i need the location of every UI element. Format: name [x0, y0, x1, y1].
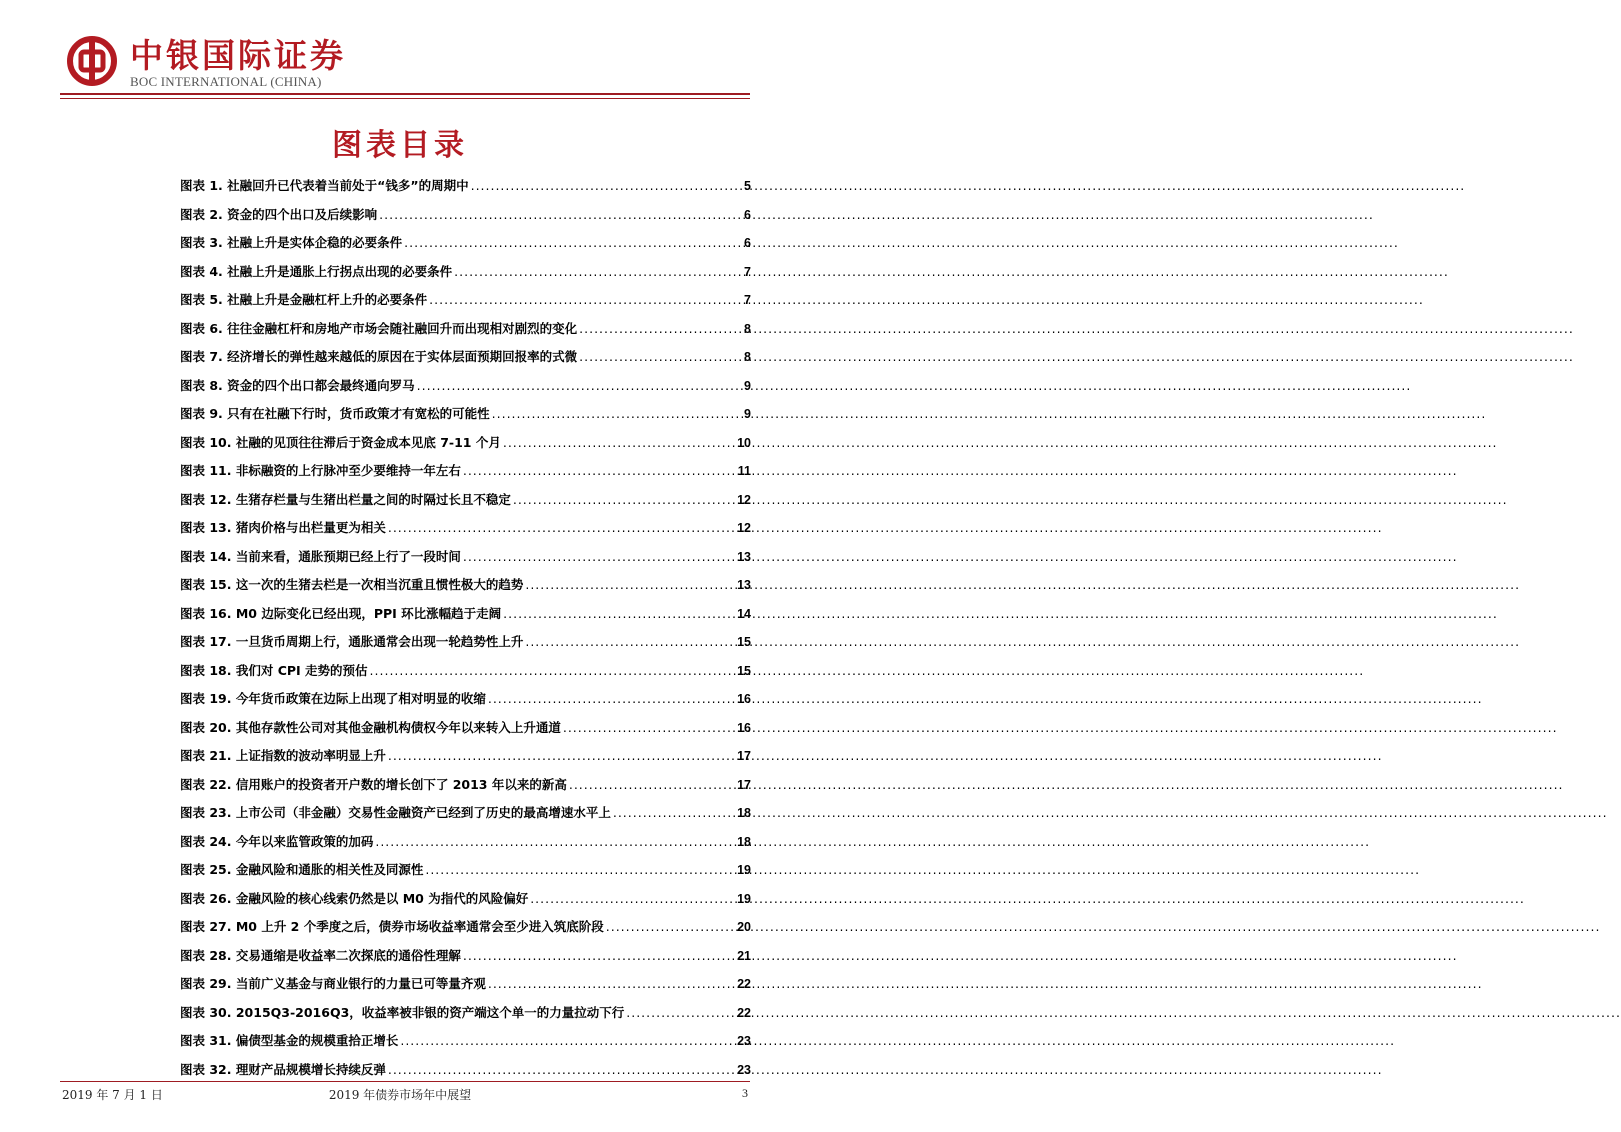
toc-entry-title: 图表 30. 2015Q3-2016Q3，收益率被非银的资产端这个单一的力量拉动下行	[180, 1004, 625, 1020]
toc-entry-title: 图表 15. 这一次的生猪去栏是一次相当沉重且惯性极大的趋势	[180, 577, 524, 592]
toc-entry[interactable]	[180, 459, 751, 488]
toc-entry-page: 18	[737, 834, 751, 849]
toc-dot-leader	[488, 687, 735, 711]
toc-entry-title: 图表 8. 资金的四个出口都会最终通向罗马	[180, 377, 415, 393]
toc-entry-title: 图表 25. 金融风险和通胀的相关性及同源性	[180, 862, 424, 877]
toc-entry-page: 23	[737, 1062, 751, 1077]
toc-entry-title: 图表 21. 上证指数的波动率明显上升	[180, 748, 386, 763]
toc-dot-leader	[525, 573, 735, 597]
toc-entry[interactable]	[180, 374, 751, 403]
toc-dot-leader	[370, 659, 736, 683]
toc-entry-title: 图表 16. M0 边际变化已经出现，PPI 环比涨幅趋于走阔	[180, 605, 502, 621]
toc-entry-page: 16	[737, 720, 751, 735]
toc-entry-page: 9	[744, 378, 751, 393]
toc-entry-page: 13	[737, 549, 751, 564]
toc-entry-page: 16	[737, 692, 751, 706]
toc-dot-leader	[606, 915, 735, 939]
footer-date: 2019 年 7 月 1 日	[62, 1088, 163, 1102]
toc-dot-leader	[429, 288, 742, 312]
toc-entry-page: 6	[744, 236, 751, 250]
toc-entry-title: 图表 7. 经济增长的弹性越来越低的原因在于实体层面预期回报率的式微	[180, 349, 578, 364]
header-divider-thin	[60, 98, 750, 99]
toc-entry-title: 图表 26. 金融风险的核心线索仍然是以 M0 为指代的风险偏好	[180, 890, 529, 906]
toc-entry-title: 图表 17. 一旦货币周期上行，通胀通常会出现一轮趋势性上升	[180, 634, 524, 649]
toc-entry-page: 18	[737, 806, 751, 820]
toc-entry[interactable]	[180, 345, 751, 374]
toc-entry-title: 图表 31. 偏债型基金的规模重拾正增长	[180, 1033, 399, 1048]
toc-dot-leader	[492, 402, 742, 426]
toc-dot-leader	[379, 203, 742, 227]
toc-dot-leader	[404, 231, 742, 255]
toc-dot-leader	[503, 602, 735, 626]
toc-entry[interactable]	[180, 402, 751, 431]
toc-dot-leader	[563, 716, 735, 740]
toc-entry[interactable]	[180, 288, 751, 317]
toc-entry-title: 图表 32. 理财产品规模增长持续反弹	[180, 1061, 386, 1077]
toc-entry-title: 图表 24. 今年以来监管政策的加码	[180, 833, 374, 849]
brand-name-en: BOC INTERNATIONAL (CHINA)	[130, 74, 322, 89]
toc-entry-page: 5	[744, 179, 751, 193]
toc-entry[interactable]	[180, 630, 751, 659]
toc-dot-leader	[530, 887, 735, 911]
brand-name-cn: 中银国际证券	[130, 36, 346, 75]
table-of-figures	[180, 174, 751, 1086]
toc-dot-leader	[388, 1058, 735, 1082]
toc-entry-title: 图表 18. 我们对 CPI 走势的预估	[180, 662, 368, 678]
toc-dot-leader	[525, 630, 735, 654]
toc-entry[interactable]	[180, 1001, 751, 1030]
toc-dot-leader	[388, 744, 735, 768]
toc-dot-leader	[454, 260, 742, 284]
toc-entry[interactable]	[180, 317, 751, 346]
toc-entry-title: 图表 10. 社融的见顶往往滞后于资金成本见底 7-11 个月	[180, 434, 501, 450]
toc-entry-page: 22	[737, 1005, 751, 1020]
toc-entry-title: 图表 6. 往往金融杠杆和房地产市场会随社融回升而出现相对剧烈的变化	[180, 320, 578, 336]
toc-entry[interactable]	[180, 944, 751, 973]
toc-entry-page: 8	[744, 321, 751, 336]
toc-entry[interactable]	[180, 687, 751, 716]
toc-entry-page: 21	[737, 948, 751, 963]
toc-entry-title: 图表 29. 当前广义基金与商业银行的力量已可等量齐观	[180, 976, 486, 991]
toc-entry-page: 7	[744, 293, 751, 307]
toc-entry[interactable]	[180, 516, 751, 545]
toc-entry-title: 图表 5. 社融上升是金融杠杆上升的必要条件	[180, 292, 428, 307]
toc-entry-page: 12	[737, 492, 751, 507]
toc-dot-leader	[375, 830, 735, 854]
toc-dot-leader	[569, 773, 735, 797]
toc-entry[interactable]	[180, 231, 751, 260]
toc-entry-page: 11	[737, 464, 751, 478]
toc-entry-title: 图表 28. 交易通缩是收益率二次探底的通俗性理解	[180, 947, 461, 963]
toc-entry-page: 14	[737, 606, 751, 621]
toc-entry[interactable]	[180, 830, 751, 859]
toc-entry-page: 13	[737, 578, 751, 592]
toc-dot-leader	[613, 801, 735, 825]
toc-entry-title: 图表 19. 今年货币政策在边际上出现了相对明显的收缩	[180, 691, 486, 706]
page-title: 图表目录	[332, 128, 468, 163]
toc-dot-leader	[579, 317, 742, 341]
toc-entry-title: 图表 23. 上市公司（非金融）交易性金融资产已经到了历史的最高增速水平上	[180, 805, 611, 820]
toc-entry-page: 20	[737, 920, 751, 934]
toc-entry[interactable]	[180, 858, 751, 887]
toc-entry-page: 23	[737, 1034, 751, 1048]
toc-dot-leader	[626, 1001, 735, 1025]
toc-entry-page: 12	[737, 521, 751, 535]
toc-entry-page: 9	[744, 407, 751, 421]
toc-dot-leader	[503, 431, 735, 455]
footer-report-title: 2019 年债券市场年中展望	[328, 1088, 472, 1102]
toc-entry-title: 图表 4. 社融上升是通胀上行拐点出现的必要条件	[180, 263, 453, 279]
toc-dot-leader	[488, 972, 735, 996]
toc-entry[interactable]	[180, 260, 751, 289]
toc-entry-title: 图表 14. 当前来看，通胀预期已经上行了一段时间	[180, 548, 461, 564]
toc-entry-page: 15	[737, 663, 751, 678]
toc-entry[interactable]	[180, 431, 751, 460]
toc-entry-page: 6	[744, 207, 751, 222]
toc-entry[interactable]	[180, 716, 751, 745]
toc-entry-title: 图表 3. 社融上升是实体企稳的必要条件	[180, 235, 403, 250]
toc-entry[interactable]	[180, 887, 751, 916]
boc-logo-icon	[66, 35, 118, 87]
toc-entry[interactable]	[180, 174, 751, 203]
toc-dot-leader	[417, 374, 742, 398]
toc-dot-leader	[463, 459, 736, 483]
toc-dot-leader	[513, 488, 735, 512]
toc-dot-leader	[400, 1029, 735, 1053]
toc-entry-page: 15	[737, 635, 751, 649]
toc-entry-page: 17	[737, 749, 751, 763]
toc-entry-page: 7	[744, 264, 751, 279]
footer-divider	[60, 1081, 750, 1082]
toc-entry-page: 8	[744, 350, 751, 364]
toc-entry-page: 19	[737, 891, 751, 906]
toc-entry[interactable]	[180, 659, 751, 688]
toc-entry-title: 图表 12. 生猪存栏量与生猪出栏量之间的时隔过长且不稳定	[180, 491, 511, 507]
toc-entry[interactable]	[180, 801, 751, 830]
toc-entry-page: 17	[737, 777, 751, 792]
toc-dot-leader	[463, 545, 735, 569]
toc-entry[interactable]	[180, 773, 751, 802]
toc-dot-leader	[579, 345, 742, 369]
toc-entry[interactable]	[180, 744, 751, 773]
toc-entry[interactable]	[180, 573, 751, 602]
toc-entry-title: 图表 9. 只有在社融下行时，货币政策才有宽松的可能性	[180, 406, 490, 421]
toc-entry[interactable]	[180, 203, 751, 232]
toc-entry[interactable]	[180, 545, 751, 574]
toc-entry-title: 图表 2. 资金的四个出口及后续影响	[180, 206, 378, 222]
toc-entry-title: 图表 11. 非标融资的上行脉冲至少要维持一年左右	[180, 463, 461, 478]
toc-entry[interactable]	[180, 915, 751, 944]
footer-page-number: 3	[742, 1086, 748, 1100]
toc-dot-leader	[425, 858, 735, 882]
toc-dot-leader	[471, 174, 742, 198]
toc-entry[interactable]	[180, 602, 751, 631]
toc-entry[interactable]	[180, 1029, 751, 1058]
toc-entry-title: 图表 22. 信用账户的投资者开户数的增长创下了 2013 年以来的新高	[180, 776, 567, 792]
toc-entry[interactable]	[180, 972, 751, 1001]
toc-entry-title: 图表 20. 其他存款性公司对其他金融机构债权今年以来转入上升通道	[180, 719, 561, 735]
toc-entry-title: 图表 27. M0 上升 2 个季度之后，债券市场收益率通常会至少进入筑底阶段	[180, 919, 604, 934]
toc-entry-page: 10	[737, 435, 751, 450]
toc-entry-title: 图表 1. 社融回升已代表着当前处于“钱多”的周期中	[180, 178, 469, 193]
toc-entry[interactable]	[180, 488, 751, 517]
toc-dot-leader	[463, 944, 735, 968]
toc-entry-page: 22	[737, 977, 751, 991]
toc-dot-leader	[388, 516, 735, 540]
toc-entry-page: 19	[737, 863, 751, 877]
header-divider	[60, 93, 750, 95]
toc-entry-title: 图表 13. 猪肉价格与出栏量更为相关	[180, 520, 386, 535]
